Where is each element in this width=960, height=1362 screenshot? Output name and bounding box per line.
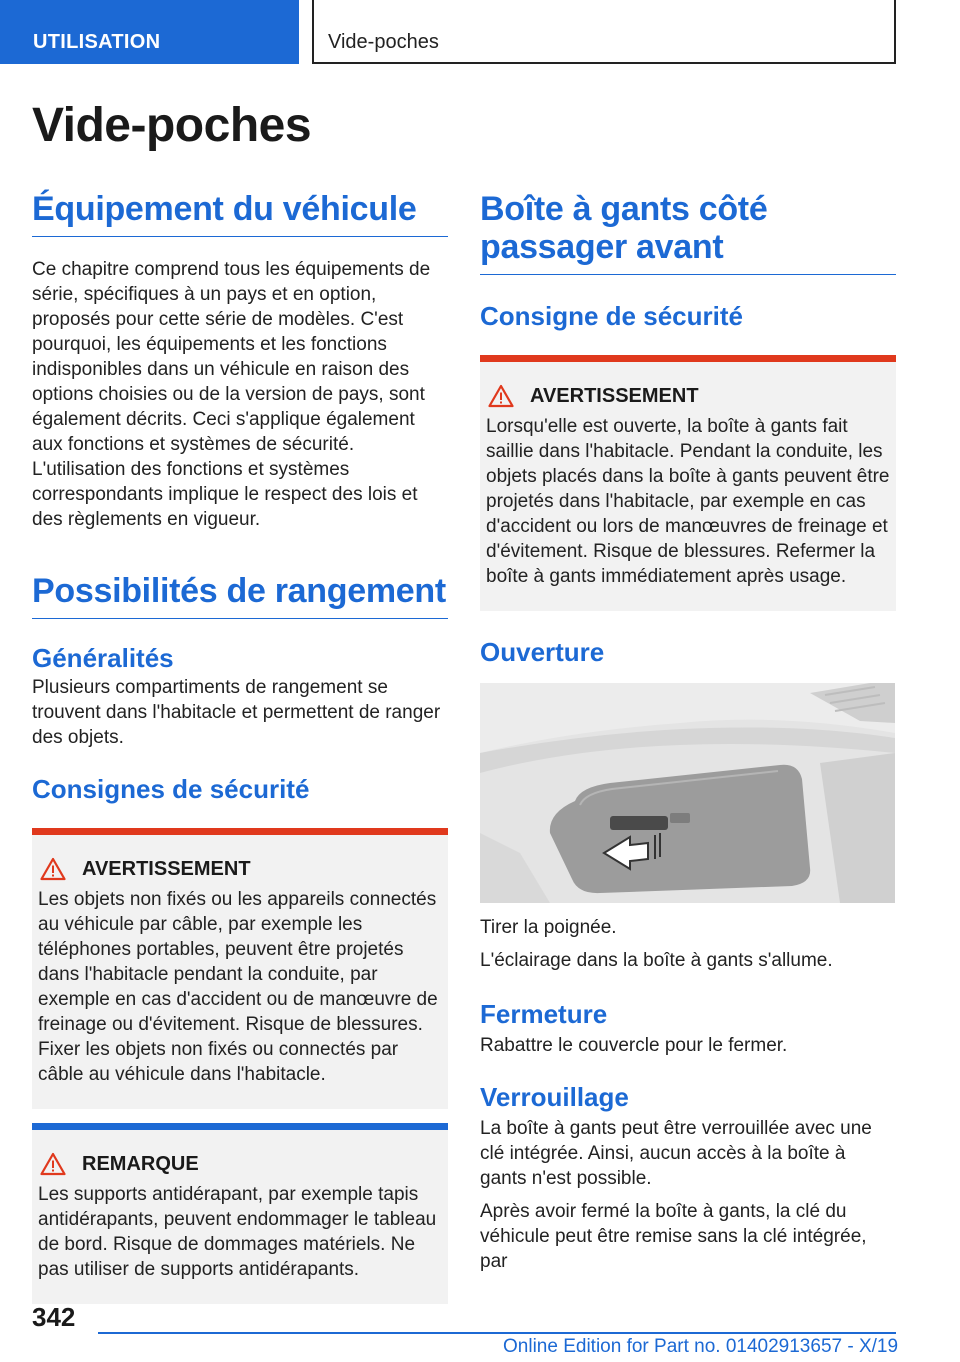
safety-heading: Consignes de sécurité [32,774,310,804]
glovebox-illustration [480,683,895,903]
notice-title: REMARQUE [82,1152,199,1175]
warning-title: AVERTISSEMENT [82,857,251,880]
footer-edition: Online Edition for Part no. 01402913657 - X/19 [503,1336,899,1357]
safety-heading-right: Consigne de sécurité [480,301,743,331]
warning-bar-right [480,355,896,362]
section-tab: UTILISATION [0,0,299,64]
warning-box-right [480,355,896,611]
notice-box [32,1123,448,1304]
opening-note: L'éclairage dans la boîte à gants s'allume. [480,950,833,971]
general-text: Plusieurs compartiments de rangement se trouvent dans l'habitacle et permettent de ranger des objets. [32,677,441,748]
opening-heading: Ouverture [480,637,605,667]
closing-heading: Fermeture [480,999,608,1029]
warning-bar [32,828,448,835]
warning-triangle-icon [40,857,66,881]
page-number: 342 [32,1302,76,1332]
locking-text-2: Après avoir fermé la boîte à gants, la clé du véhicule peut être remise sans la clé intégrée, par [480,1201,867,1272]
notice-triangle-icon [40,1152,66,1176]
closing-text: Rabattre le couvercle pour le fermer. [480,1035,788,1056]
storage-heading: Possibilités de rangement [32,572,448,619]
warning-text: Les objets non fixés ou les appareils connectés au véhicule par câble, par exemple les téléphones portables, peuvent être projetés dans l'habitacle pendant la conduite, par exemple en cas d'accident ou de manœuvre de freinage ou d'évitement. Risque de blessures. Fixer les objets non fixés ou connectés par câble au véhicule dans l'habitacle. [38,889,438,1085]
warning-triangle-icon [488,384,514,408]
warning-text-right: Lorsqu'elle est ouverte, la boîte à gants fait saillie dans l'habitacle. Pendant la conduite, les objets placés dans la boîte à gants peuvent être projetés dans l'habitacle, par exemple en cas d'accident ou lors de manœuvres de freinage et d'évitement. Risque de blessures. Refermer la boîte à gants immédiatement après usage. [486,416,890,587]
topic-tab: Vide-poches [312,0,896,64]
general-heading: Généralités [32,643,174,673]
glovebox-photo [480,683,895,903]
locking-heading: Verrouillage [480,1082,629,1112]
page-title: Vide-poches [32,99,312,152]
warning-box [32,828,448,1109]
notice-bar [32,1123,448,1130]
notice-text: Les supports antidérapant, par exemple tapis antidérapants, peuvent endommager le tableau de bord. Risque de dommages matériels. Ne pas utiliser de supports antidérapants. [38,1184,437,1280]
opening-step: Tirer la poignée. [480,917,617,938]
footer-rule [98,1332,896,1334]
right-column [480,190,896,1274]
glovebox-heading: Boîte à gants côté passager avant [480,190,896,275]
left-column [32,190,448,1304]
warning-title-right: AVERTISSEMENT [530,384,699,407]
locking-text-1: La boîte à gants peut être verrouillée avec une clé intégrée. Ainsi, aucun accès à la boîte à gants n'est possible. [480,1118,872,1189]
equipment-text: Ce chapitre comprend tous les équipements de série, spécifiques à un pays et en option, proposés pour cette série de modèles. C'est pourquoi, les équipements et les fonctions indisponibles dans un véhicule en raison des options choisies ou de la version de pays, sont également décrits. Ceci s'applique également aux fonctions et systèmes de sécurité. L'utilisation des fonctions et systèmes correspondants implique le respect des lois et des règlements en vigueur. [32,259,431,530]
equipment-heading: Équipement du véhicule [32,190,448,237]
